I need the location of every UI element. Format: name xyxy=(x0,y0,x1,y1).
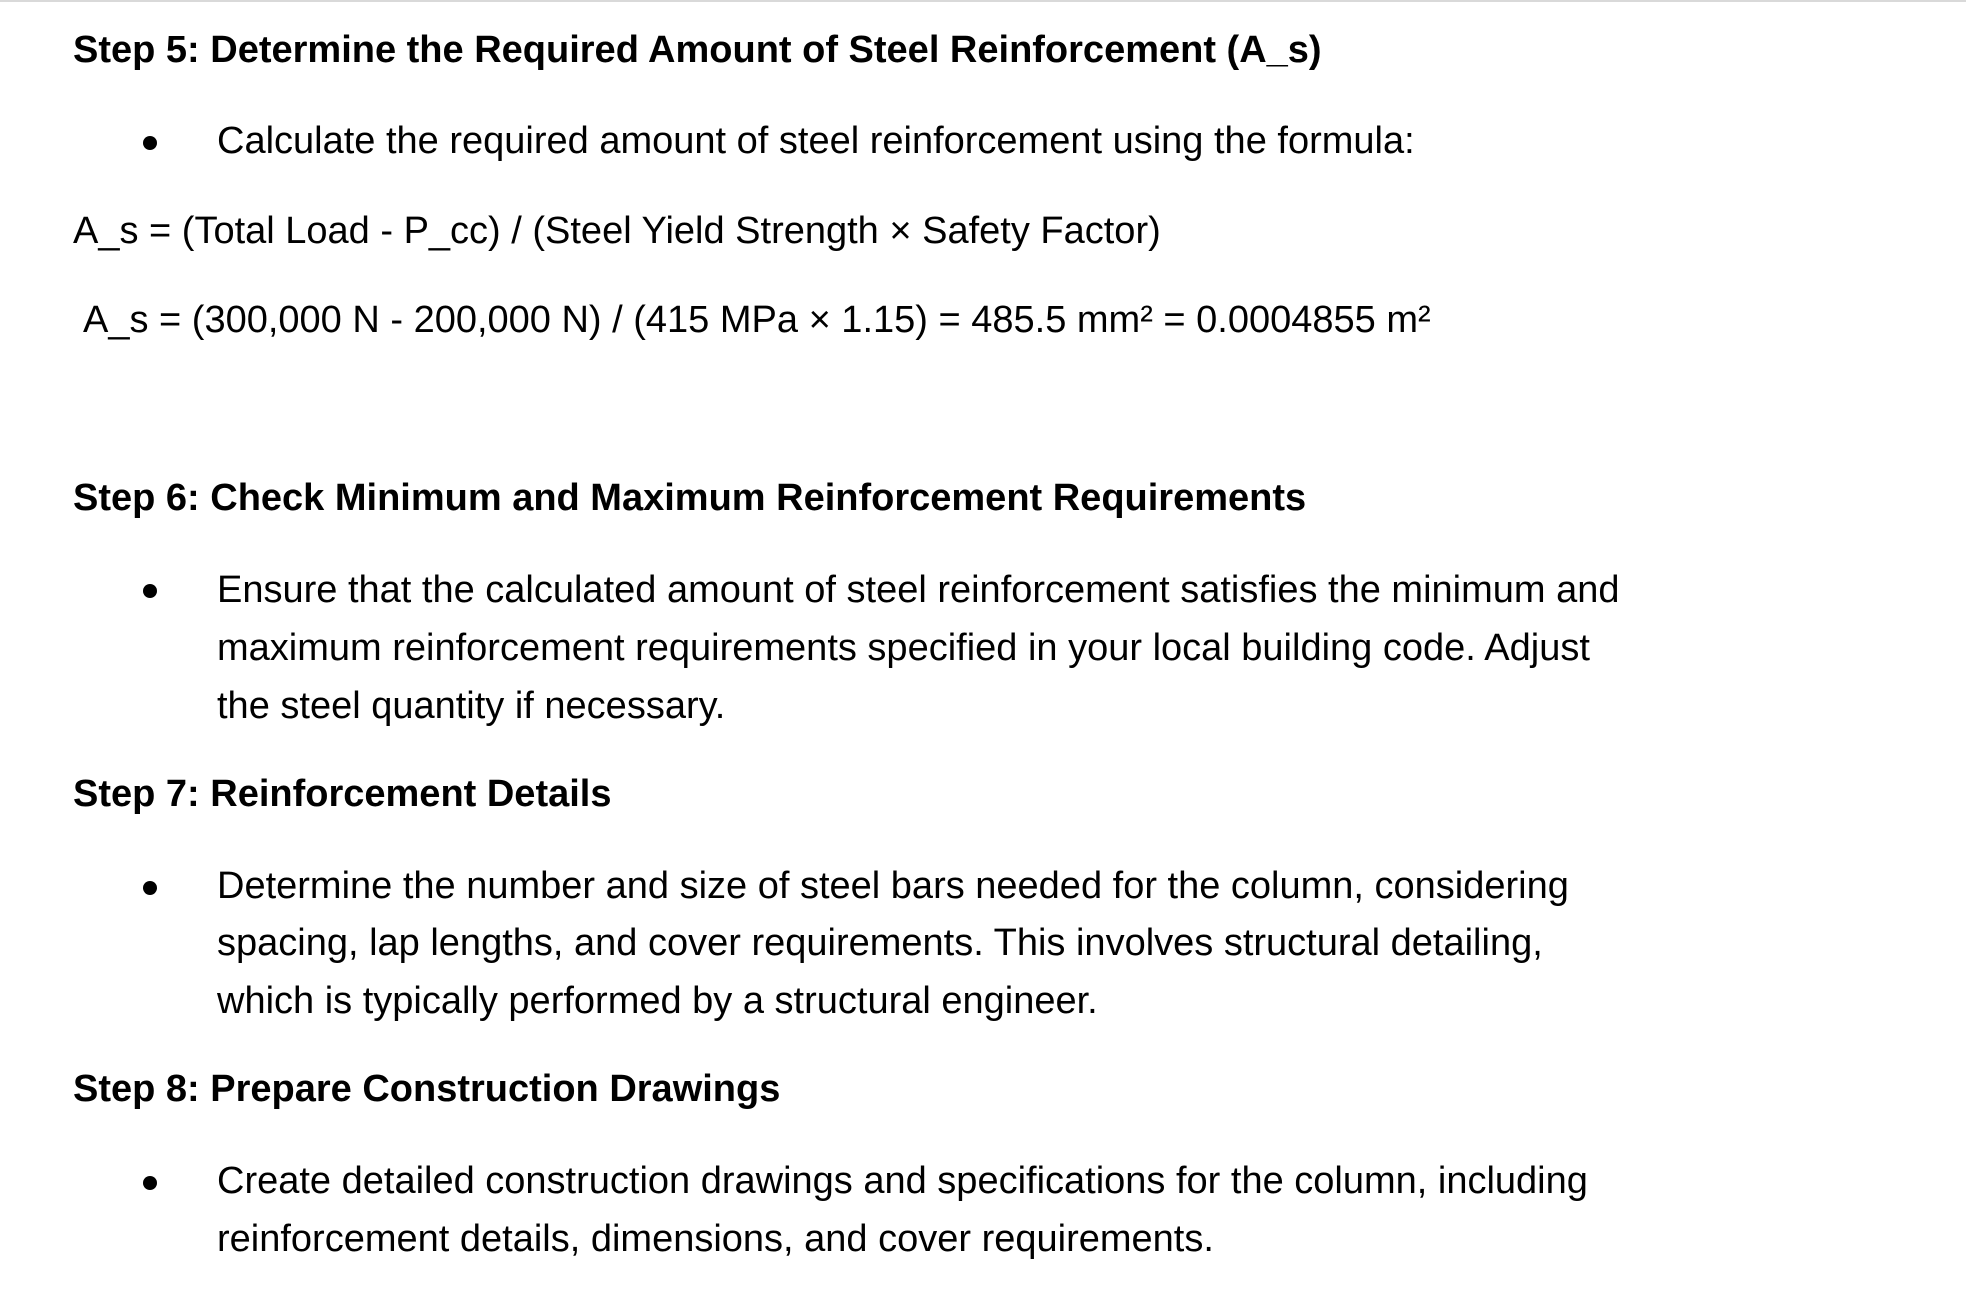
bullet-dot xyxy=(143,136,157,150)
bullet-dot xyxy=(143,584,157,598)
bullet-dot xyxy=(143,1176,157,1190)
step7-heading: Step 7: Reinforcement Details xyxy=(73,773,612,815)
step7-bullet-line: Determine the number and size of steel bars needed for the column, considering xyxy=(217,865,1569,907)
step6-heading: Step 6: Check Minimum and Maximum Reinforcement Requirements xyxy=(73,477,1307,519)
step8-bullet-line: Create detailed construction drawings and specifications for the column, including xyxy=(217,1160,1588,1202)
step7-bullet-line: which is typically performed by a structural engineer. xyxy=(217,980,1098,1022)
step6-bullet-line: maximum reinforcement requirements specified in your local building code. Adjust xyxy=(217,627,1590,669)
step8-heading: Step 8: Prepare Construction Drawings xyxy=(73,1068,781,1110)
step6-bullet-line: the steel quantity if necessary. xyxy=(217,685,726,727)
step5-heading: Step 5: Determine the Required Amount of Steel Reinforcement (A_s) xyxy=(73,29,1322,71)
step7-bullet-line: spacing, lap lengths, and cover requirements. This involves structural detailing, xyxy=(217,922,1543,964)
step5-bullet-text: Calculate the required amount of steel reinforcement using the formula: xyxy=(217,120,1415,162)
step6-bullet-line: Ensure that the calculated amount of steel reinforcement satisfies the minimum and xyxy=(217,569,1620,611)
step5-formula: A_s = (Total Load - P_cc) / (Steel Yield Strength × Safety Factor) xyxy=(73,210,1161,252)
bullet-dot xyxy=(143,881,157,895)
step5-calculation: A_s = (300,000 N - 200,000 N) / (415 MPa × 1.15) = 485.5 mm² = 0.0004855 m² xyxy=(83,299,1431,341)
step8-bullet-line: reinforcement details, dimensions, and cover requirements. xyxy=(217,1218,1214,1260)
